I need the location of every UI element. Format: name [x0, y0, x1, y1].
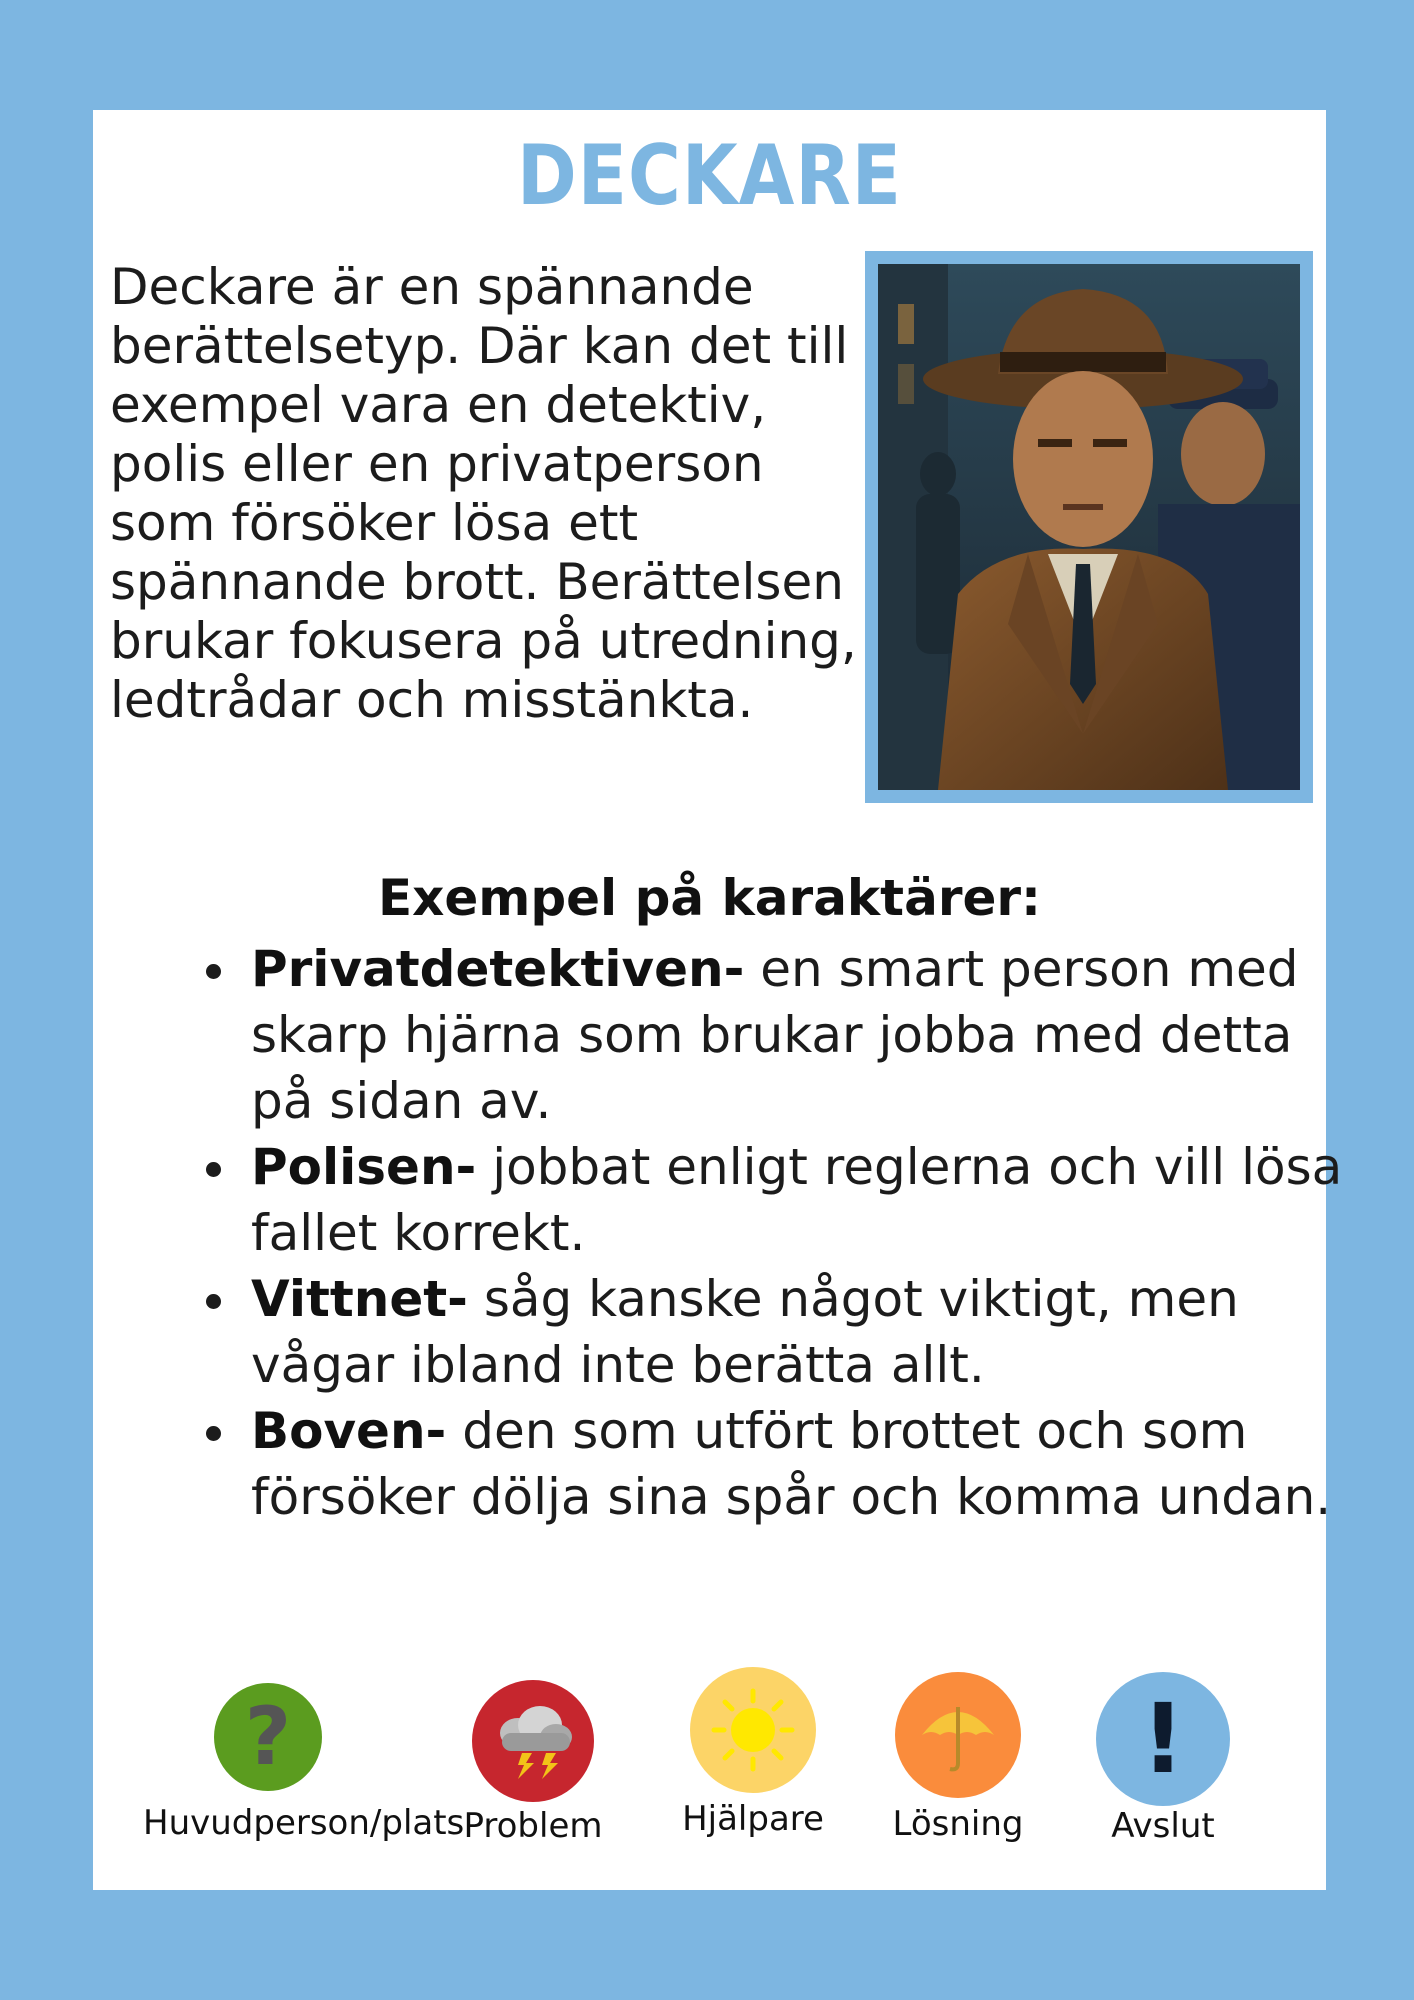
list-item: [243, 1134, 1353, 1266]
legend-label: Huvudperson/plats: [143, 1803, 465, 1843]
legend-item-problem: [443, 1680, 623, 1846]
legend-label: Problem: [463, 1806, 603, 1846]
examples-heading: Exempel på karaktärer:: [377, 869, 1042, 927]
character-description: jobbat enligt reglerna och vill lösa fallet korrekt.: [251, 1138, 1343, 1262]
character-list: [193, 936, 1353, 1530]
detective-illustration-art: [878, 264, 1300, 790]
page-title: DECKARE: [517, 126, 902, 224]
character-description: en smart person med skarp hjärna som brukar jobba med detta på sidan av.: [251, 940, 1299, 1130]
umbrella-icon: [895, 1672, 1021, 1798]
character-description: den som utfört brottet och som försöker dölja sina spår och komma undan.: [251, 1402, 1332, 1526]
character-term: Privatdetektiven-: [251, 940, 745, 998]
legend-item-losning: [868, 1672, 1048, 1844]
legend-item-avslut: [1068, 1672, 1258, 1846]
list-item: [243, 1398, 1353, 1530]
character-term: Polisen-: [251, 1138, 477, 1196]
list-item: [243, 1266, 1353, 1398]
character-description: såg kanske något viktigt, men vågar ibland inte berätta allt.: [251, 1270, 1239, 1394]
list-item: [243, 936, 1353, 1134]
storm-cloud-icon: [472, 1680, 594, 1802]
detective-illustration: [878, 264, 1300, 790]
question-mark-icon: ?: [214, 1683, 322, 1791]
exclamation-icon: !: [1096, 1672, 1230, 1806]
character-term: Boven-: [251, 1402, 447, 1460]
legend-item-hjalpare: [663, 1667, 843, 1839]
legend-item-huvudperson: [143, 1683, 465, 1843]
character-term: Vittnet-: [251, 1270, 468, 1328]
intro-text: Deckare är en spännande berättelsetyp. Där kan det till exempel vara en detektiv, polis eller en privatperson som försöker lösa ett spännande brott. Berättelsen brukar fokusera på utredning, ledtrådar och misstänkta.: [110, 258, 857, 729]
sun-icon: [690, 1667, 816, 1793]
info-card: [93, 110, 1343, 1890]
legend-label: Hjälpare: [682, 1799, 824, 1839]
legend-label: Avslut: [1111, 1806, 1215, 1846]
legend-label: Lösning: [892, 1804, 1024, 1844]
detective-illustration-frame: [865, 251, 1313, 803]
